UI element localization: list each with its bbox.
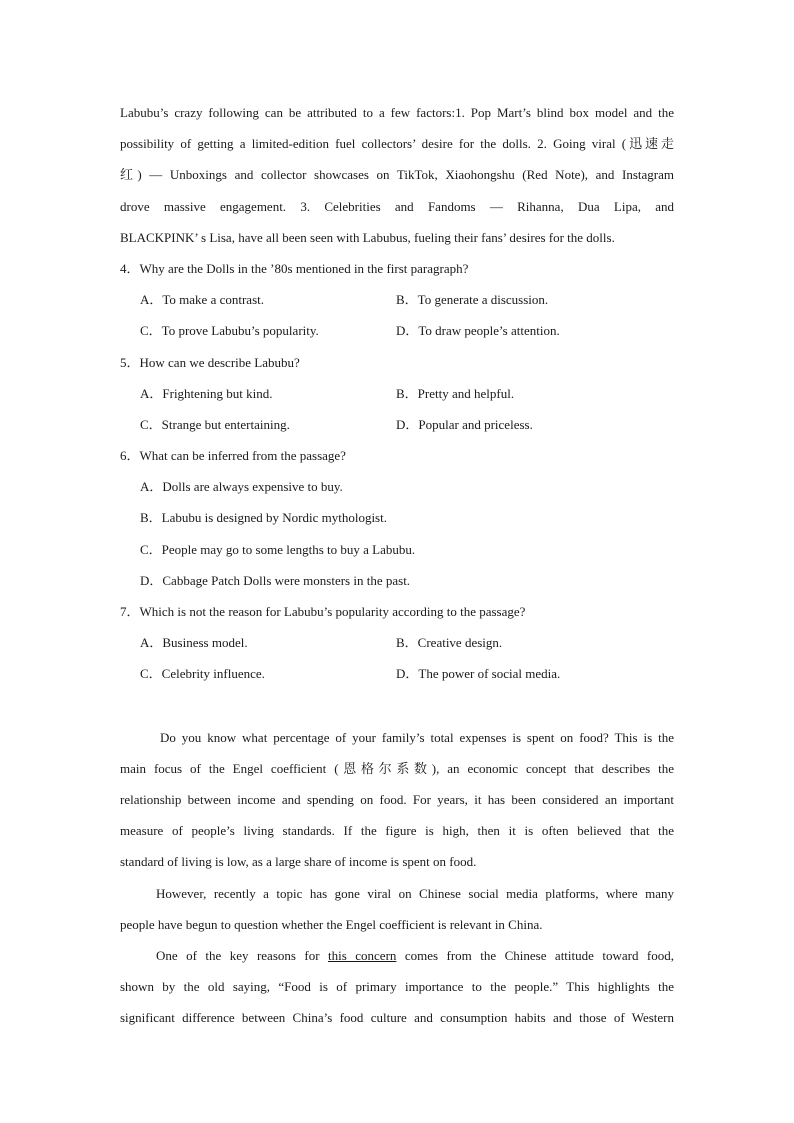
option-c: C．To prove Labubu’s popularity. bbox=[140, 323, 319, 339]
text-run: comes from the Chinese attitude toward food, bbox=[396, 947, 674, 963]
passage-1-line: possibility of getting a limited-edition fuel collectors’ desire for the dolls. 2. Going viral (迅速走 bbox=[120, 136, 674, 152]
question-5 bbox=[120, 347, 674, 441]
option-d: D．Popular and priceless. bbox=[396, 416, 533, 432]
option-d: D．The power of social media. bbox=[396, 666, 561, 682]
passage-1-line: 红) — Unboxings and collector showcases on TikTok, Xiaohongshu (Red Note), and Instagram bbox=[120, 167, 674, 183]
passage-1-line: Labubu’s crazy following can be attributed to a few factors:1. Pop Mart’s blind box model and the bbox=[120, 105, 674, 120]
passage-2-line: main focus of the Engel coefficient (恩格尔系数), an economic concept that describes the bbox=[120, 760, 674, 776]
passage-2-line: However, recently a topic has gone viral on Chinese social media platforms, where many bbox=[156, 885, 674, 901]
question-7 bbox=[120, 596, 674, 690]
passage-2-line: people have begun to question whether the Engel coefficient is relevant in China. bbox=[120, 916, 543, 932]
options-row bbox=[120, 409, 674, 440]
options-row bbox=[120, 627, 674, 658]
question-6 bbox=[120, 440, 674, 596]
question-stem: 4．Why are the Dolls in the ’80s mentioned in the first paragraph? bbox=[120, 260, 469, 276]
option-c: C．Strange but entertaining. bbox=[140, 416, 290, 432]
option-c: C．People may go to some lengths to buy a Labubu. bbox=[140, 541, 416, 557]
option-b: B．To generate a discussion. bbox=[396, 292, 549, 308]
question-stem: 7．Which is not the reason for Labubu’s popularity according to the passage? bbox=[120, 604, 526, 619]
passage-1-line: BLACKPINK’ s Lisa, have all been seen with Labubus, fueling their fans’ desires for the dolls. bbox=[120, 229, 615, 245]
option-c: C．Celebrity influence. bbox=[140, 666, 265, 682]
question-stem: 6．What can be inferred from the passage? bbox=[120, 448, 346, 464]
passage-2-line: relationship between income and spending on food. For years, it has been considered an important bbox=[120, 791, 674, 807]
option-b: B．Creative design. bbox=[396, 635, 503, 651]
option-b: B．Labubu is designed by Nordic mythologist. bbox=[140, 510, 387, 526]
question-stem: 5．How can we describe Labubu? bbox=[120, 354, 300, 370]
option-a: A．Frightening but kind. bbox=[140, 385, 273, 401]
document-page bbox=[120, 97, 674, 1033]
options-row bbox=[120, 658, 674, 689]
passage-2-line bbox=[120, 940, 674, 971]
options-row bbox=[120, 315, 674, 346]
question-4 bbox=[120, 253, 674, 347]
passage-2-line: shown by the old saying, “Food is of primary importance to the people.” This highlights the bbox=[120, 979, 674, 995]
option-d: D．Cabbage Patch Dolls were monsters in the past. bbox=[140, 572, 411, 588]
options-row bbox=[120, 378, 674, 409]
underlined-phrase: this concern bbox=[328, 947, 397, 963]
passage-2-line: Do you know what percentage of your family’s total expenses is spent on food? This is the bbox=[160, 729, 674, 745]
section-gap bbox=[120, 690, 674, 722]
passage-2-line: standard of living is low, as a large share of income is spent on food. bbox=[120, 854, 477, 870]
text-run: One of the key reasons for bbox=[156, 947, 329, 963]
options-row bbox=[120, 284, 674, 315]
passage-2 bbox=[120, 722, 674, 1034]
option-a: A．Business model. bbox=[140, 635, 248, 651]
passage-1 bbox=[120, 97, 674, 253]
option-d: D．To draw people’s attention. bbox=[396, 323, 560, 339]
option-b: B．Pretty and helpful. bbox=[396, 385, 515, 401]
option-a: A．To make a contrast. bbox=[140, 292, 264, 308]
passage-1-line: drove massive engagement. 3. Celebrities and Fandoms — Rihanna, Dua Lipa, and bbox=[120, 198, 674, 214]
option-a: A．Dolls are always expensive to buy. bbox=[140, 479, 343, 495]
passage-2-line: measure of people’s living standards. If the figure is high, then it is often believed that the bbox=[120, 823, 674, 839]
passage-2-line: significant difference between China’s food culture and consumption habits and those of Western bbox=[120, 1010, 674, 1026]
